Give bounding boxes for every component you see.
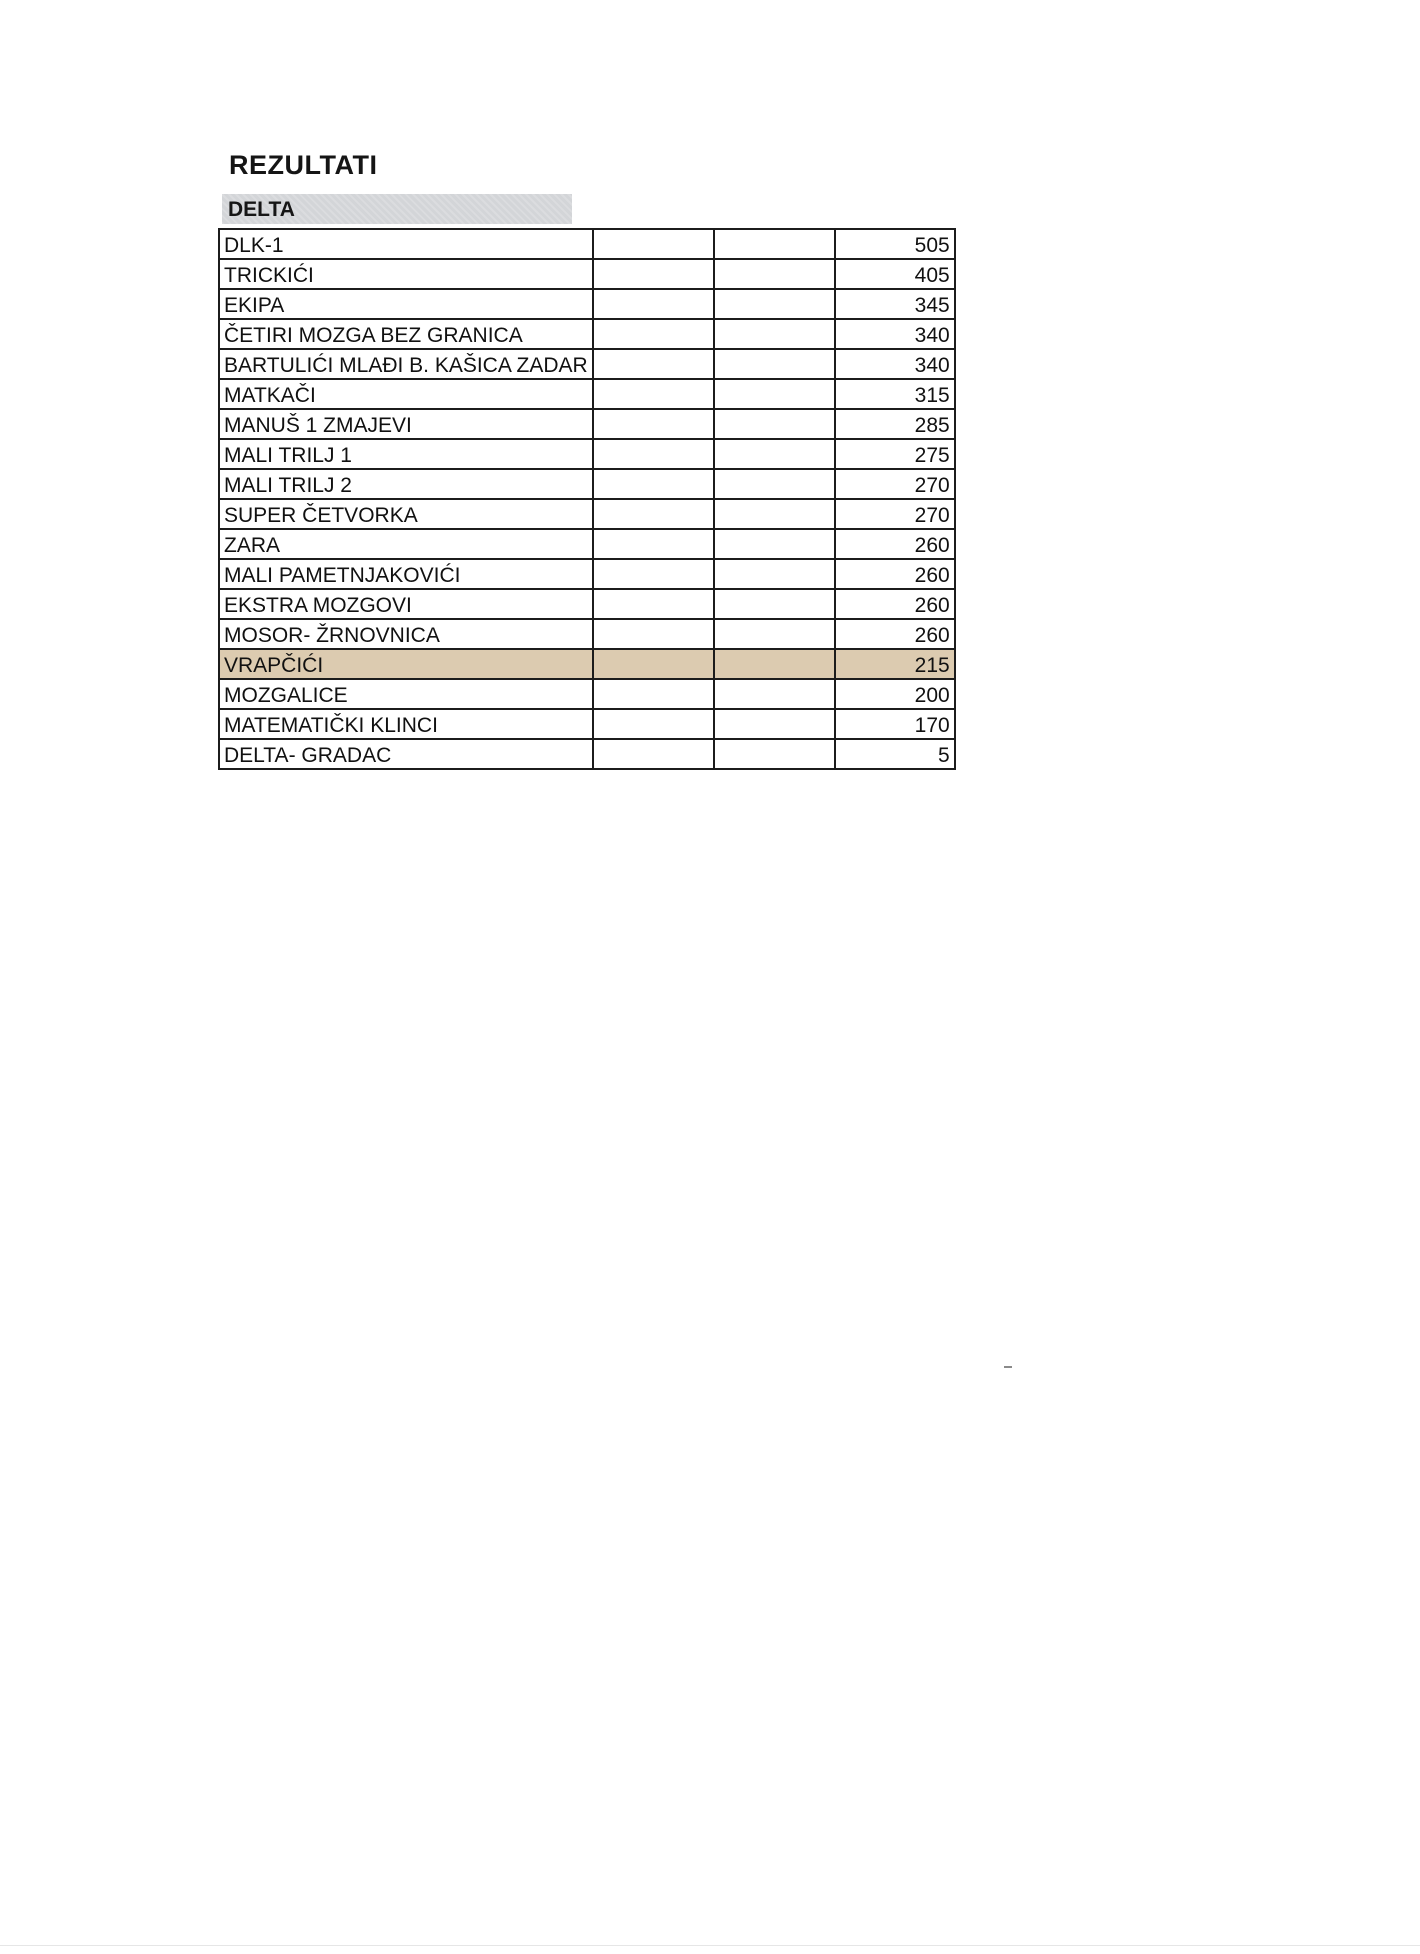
team-name-cell <box>219 469 593 499</box>
team-name: MALI PAMETNJAKOVIĆI <box>224 564 461 587</box>
empty-cell <box>593 499 714 529</box>
team-name: DELTA- GRADAC <box>224 744 392 767</box>
empty-cell <box>593 649 714 679</box>
team-name-cell <box>219 289 593 319</box>
empty-cell <box>593 439 714 469</box>
empty-cell <box>593 379 714 409</box>
team-name: EKSTRA MOZGOVI <box>224 594 412 617</box>
score-cell: 260 <box>835 529 955 559</box>
empty-cell <box>714 499 835 529</box>
empty-cell <box>714 289 835 319</box>
group-label: DELTA <box>222 194 572 224</box>
empty-cell <box>593 739 714 769</box>
team-name: ČETIRI MOZGA BEZ GRANICA <box>224 324 523 347</box>
score-cell: 340 <box>835 349 955 379</box>
team-name: MOSOR- ŽRNOVNICA <box>224 624 440 647</box>
score-cell: 270 <box>835 469 955 499</box>
empty-cell <box>593 679 714 709</box>
team-name-cell <box>219 259 593 289</box>
team-name-cell <box>219 439 593 469</box>
team-name: EKIPA <box>224 294 285 317</box>
score-cell: 5 <box>835 739 955 769</box>
team-name: MALI TRILJ 2 <box>224 474 352 497</box>
empty-cell <box>714 229 835 259</box>
results-table-body <box>219 229 955 769</box>
empty-cell <box>593 319 714 349</box>
table-row <box>219 529 955 559</box>
score-cell: 345 <box>835 289 955 319</box>
table-row <box>219 409 955 439</box>
empty-cell <box>714 319 835 349</box>
team-name-cell <box>219 649 593 679</box>
empty-cell <box>714 529 835 559</box>
score-cell: 260 <box>835 559 955 589</box>
empty-cell <box>593 229 714 259</box>
empty-cell <box>714 379 835 409</box>
scan-edge-line <box>0 1945 1420 1946</box>
score-cell: 405 <box>835 259 955 289</box>
score-cell: 340 <box>835 319 955 349</box>
score-cell: 270 <box>835 499 955 529</box>
empty-cell <box>593 559 714 589</box>
empty-cell <box>593 289 714 319</box>
team-name-cell <box>219 589 593 619</box>
team-name: TRICKIĆI <box>224 264 314 287</box>
table-row <box>219 379 955 409</box>
empty-cell <box>593 409 714 439</box>
score-cell: 275 <box>835 439 955 469</box>
score-cell: 200 <box>835 679 955 709</box>
team-name-cell <box>219 229 593 259</box>
team-name-cell <box>219 739 593 769</box>
page-title: REZULTATI <box>229 150 378 180</box>
team-name-cell <box>219 619 593 649</box>
empty-cell <box>714 619 835 649</box>
table-row <box>219 559 955 589</box>
table-row-highlighted <box>219 649 955 679</box>
team-name-cell <box>219 529 593 559</box>
team-name-cell <box>219 499 593 529</box>
empty-cell <box>714 469 835 499</box>
scan-speck <box>1004 1366 1012 1368</box>
empty-cell <box>593 619 714 649</box>
empty-cell <box>593 709 714 739</box>
team-name: DLK-1 <box>224 234 284 257</box>
team-name: VRAPČIĆI <box>224 654 324 677</box>
empty-cell <box>714 349 835 379</box>
team-name-cell <box>219 349 593 379</box>
results-table <box>218 228 956 770</box>
team-name-cell <box>219 559 593 589</box>
score-cell: 285 <box>835 409 955 439</box>
empty-cell <box>714 259 835 289</box>
team-name-cell <box>219 319 593 349</box>
score-cell: 170 <box>835 709 955 739</box>
table-row <box>219 709 955 739</box>
empty-cell <box>593 469 714 499</box>
empty-cell <box>714 589 835 619</box>
team-name: BARTULIĆI MLAĐI B. KAŠICA ZADAR <box>224 354 588 377</box>
team-name-cell <box>219 709 593 739</box>
empty-cell <box>714 739 835 769</box>
score-cell: 315 <box>835 379 955 409</box>
table-row <box>219 259 955 289</box>
team-name: MATEMATIČKI KLINCI <box>224 714 438 737</box>
team-name-cell <box>219 379 593 409</box>
table-row <box>219 229 955 259</box>
table-row <box>219 319 955 349</box>
score-cell: 505 <box>835 229 955 259</box>
empty-cell <box>714 439 835 469</box>
empty-cell <box>714 409 835 439</box>
table-row <box>219 289 955 319</box>
empty-cell <box>593 259 714 289</box>
team-name: MALI TRILJ 1 <box>224 444 352 467</box>
table-row <box>219 469 955 499</box>
team-name-cell <box>219 679 593 709</box>
score-cell: 260 <box>835 619 955 649</box>
table-row <box>219 499 955 529</box>
team-name-cell <box>219 409 593 439</box>
team-name: ZARA <box>224 534 281 557</box>
empty-cell <box>714 709 835 739</box>
score-cell: 215 <box>835 649 955 679</box>
table-row <box>219 619 955 649</box>
team-name: MATKAČI <box>224 384 316 407</box>
table-row <box>219 589 955 619</box>
team-name: MANUŠ 1 ZMAJEVI <box>224 414 412 437</box>
empty-cell <box>593 349 714 379</box>
table-row <box>219 679 955 709</box>
score-cell: 260 <box>835 589 955 619</box>
table-row <box>219 439 955 469</box>
table-row <box>219 739 955 769</box>
table-row <box>219 349 955 379</box>
empty-cell <box>714 559 835 589</box>
empty-cell <box>714 679 835 709</box>
team-name: MOZGALICE <box>224 684 348 707</box>
empty-cell <box>714 649 835 679</box>
empty-cell <box>593 589 714 619</box>
empty-cell <box>593 529 714 559</box>
team-name: SUPER ČETVORKA <box>224 504 418 527</box>
